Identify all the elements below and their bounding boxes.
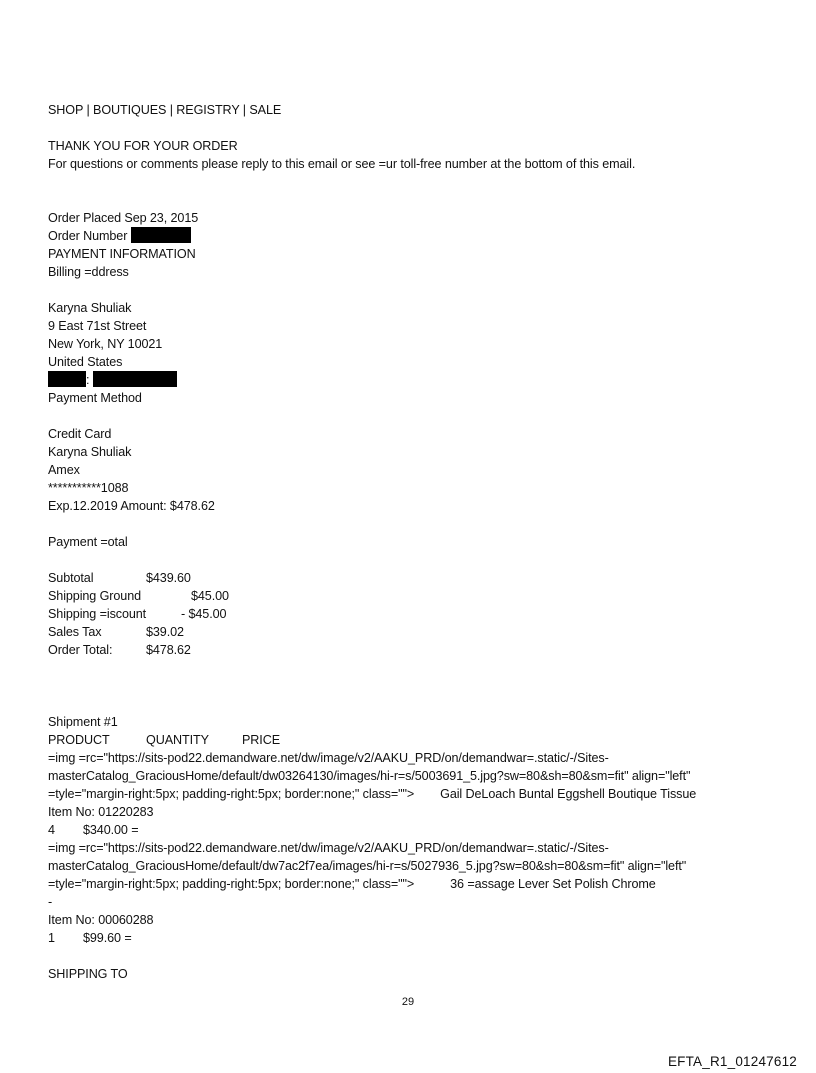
payment-type: Credit Card <box>48 427 112 441</box>
billing-city: New York, NY 10021 <box>48 337 163 351</box>
totals-row-value: $478.62 <box>146 643 191 657</box>
totals-row-label: Order Total: <box>48 643 113 657</box>
totals-row-value: $439.60 <box>146 571 191 585</box>
intro-text: For questions or comments please reply to this email or see =ur toll-free number at the bottom of this email. <box>48 157 636 171</box>
header-price: PRICE <box>242 733 280 747</box>
item2-code-line3: =tyle="margin-right:5px; padding-right:5px; border:none;" class=""> <box>48 877 415 891</box>
item1-code-line3: =tyle="margin-right:5px; padding-right:5px; border:none;" class=""> <box>48 787 415 801</box>
redacted-phone-row <box>48 371 788 389</box>
totals-row-value: $39.02 <box>146 625 184 639</box>
cardholder-name: Karyna Shuliak <box>48 445 132 459</box>
payment-total-label: Payment =otal <box>48 535 128 549</box>
phone-number-redaction <box>93 371 177 387</box>
payment-method-label: Payment Method <box>48 391 142 405</box>
totals-row <box>48 641 788 659</box>
totals-row <box>48 587 788 605</box>
totals-row-label: Sales Tax <box>48 625 102 639</box>
order-placed: Order Placed Sep 23, 2015 <box>48 211 199 225</box>
thank-you-heading: THANK YOU FOR YOUR ORDER <box>48 139 238 153</box>
item1-item-number: Item No: 01220283 <box>48 805 154 819</box>
email-body <box>48 101 788 983</box>
item1-code-line1: =img =rc="https://sits-pod22.demandware.net/dw/image/v2/AAKU_PRD/on/demandwar=.static/-/Sites- <box>48 751 609 765</box>
item2-price: $99.60 = <box>83 931 132 945</box>
item2-product-name: 36 =assage Lever Set Polish Chrome <box>450 877 656 891</box>
order-number-label: Order Number <box>48 229 128 243</box>
item1-product-name: Gail DeLoach Buntal Eggshell Boutique Tissue <box>440 787 697 801</box>
phone-label-redaction <box>48 371 86 387</box>
totals-row-label: Shipping =iscount <box>48 607 147 621</box>
header-product: PRODUCT <box>48 733 110 747</box>
totals-row-label: Subtotal <box>48 571 94 585</box>
totals-row-value: $45.00 <box>191 589 229 603</box>
item1-qty-price-row <box>48 821 788 839</box>
order-number-row <box>48 227 788 245</box>
payment-information-label: PAYMENT INFORMATION <box>48 247 196 261</box>
item2-qty-price-row <box>48 929 788 947</box>
shipment-table-header <box>48 731 788 749</box>
item1-code-line2: masterCatalog_GraciousHome/default/dw03264130/images/hi-r=s/5003691_5.jpg?sw=80&sh=80&sm=fit" align="left" <box>48 769 691 783</box>
billing-country: United States <box>48 355 123 369</box>
item2-quantity: 1 <box>48 931 55 945</box>
billing-address-label: Billing =ddress <box>48 265 129 279</box>
totals-row <box>48 623 788 641</box>
item2-code-line1: =img =rc="https://sits-pod22.demandware.net/dw/image/v2/AAKU_PRD/on/demandwar=.static/-/Sites- <box>48 841 609 855</box>
header-quantity: QUANTITY <box>146 733 209 747</box>
item1-quantity: 4 <box>48 823 55 837</box>
totals-row <box>48 605 788 623</box>
totals-row <box>48 569 788 587</box>
order-number-redaction <box>131 227 191 243</box>
item2-dash: - <box>48 895 53 909</box>
card-brand: Amex <box>48 463 80 477</box>
item1-price: $340.00 = <box>83 823 139 837</box>
top-navigation: SHOP | BOUTIQUES | REGISTRY | SALE <box>48 103 282 117</box>
billing-name: Karyna Shuliak <box>48 301 132 315</box>
item1-code-line3-row <box>48 785 788 803</box>
shipping-to-label: SHIPPING TO <box>48 967 128 981</box>
totals-row-label: Shipping Ground <box>48 589 142 603</box>
page-number: 29 <box>401 996 415 1008</box>
totals-row-value: - $45.00 <box>181 607 227 621</box>
bates-number: EFTA_R1_01247612 <box>667 1054 797 1069</box>
item2-item-number: Item No: 00060288 <box>48 913 154 927</box>
shipment-title: Shipment #1 <box>48 715 118 729</box>
billing-street: 9 East 71st Street <box>48 319 147 333</box>
item2-code-line2: masterCatalog_GraciousHome/default/dw7ac2f7ea/images/hi-r=s/5027936_5.jpg?sw=80&sh=80&sm=fit" align="left" <box>48 859 687 873</box>
expiration-amount: Exp.12.2019 Amount: $478.62 <box>48 499 215 513</box>
redacted-separator: : <box>86 373 90 387</box>
item2-code-line3-row <box>48 875 788 893</box>
card-number: ***********1088 <box>48 481 129 495</box>
